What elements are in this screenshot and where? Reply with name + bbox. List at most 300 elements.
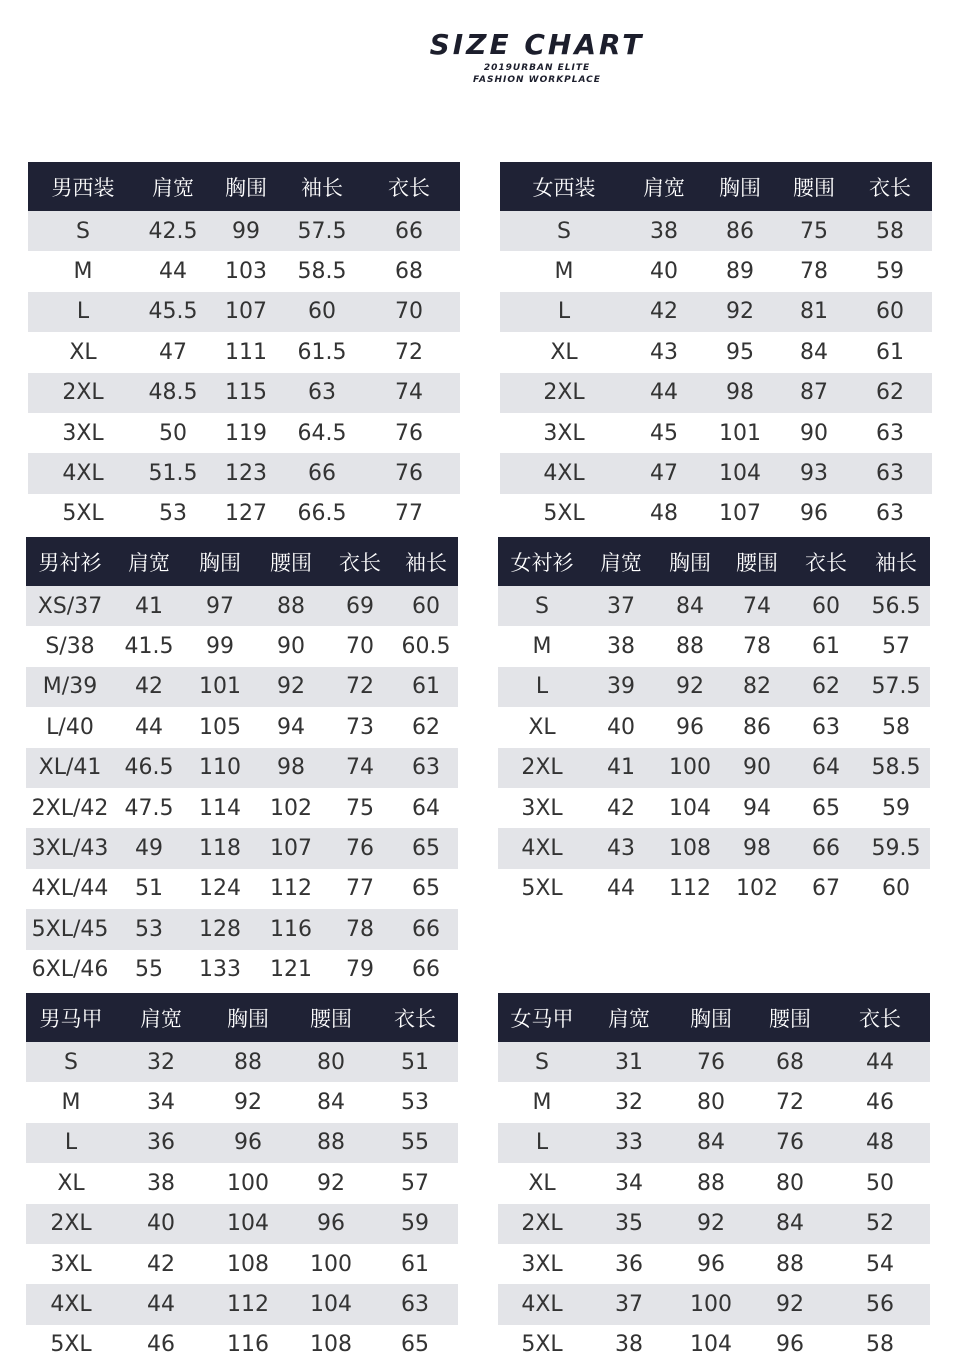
measurement-cell: 108 bbox=[669, 836, 711, 862]
table-row bbox=[28, 251, 460, 291]
size-label: 4XL bbox=[521, 1292, 563, 1318]
size-label: 3XL bbox=[62, 420, 104, 446]
column-header: 肩宽 bbox=[643, 175, 685, 200]
table-row bbox=[500, 373, 932, 413]
measurement-cell: 114 bbox=[199, 795, 241, 821]
measurement-cell: 47 bbox=[650, 461, 678, 487]
measurement-cell: 84 bbox=[697, 1130, 725, 1156]
measurement-cell: 65 bbox=[412, 836, 440, 862]
measurement-cell: 63 bbox=[401, 1292, 429, 1318]
measurement-cell: 58.5 bbox=[871, 755, 921, 781]
measurement-cell: 107 bbox=[270, 836, 312, 862]
measurement-cell: 108 bbox=[227, 1251, 269, 1277]
measurement-cell: 37 bbox=[615, 1292, 643, 1318]
column-header: 男衬衫 bbox=[38, 550, 102, 575]
measurement-cell: 96 bbox=[776, 1332, 804, 1358]
column-header: 胸围 bbox=[669, 550, 711, 575]
measurement-cell: 73 bbox=[346, 714, 374, 740]
measurement-cell: 112 bbox=[270, 876, 312, 902]
table-row bbox=[26, 1123, 458, 1163]
measurement-cell: 66 bbox=[412, 916, 440, 942]
subtitle-line-2: FASHION WORKPLACE bbox=[473, 75, 601, 85]
column-header: 衣长 bbox=[805, 550, 847, 575]
measurement-cell: 70 bbox=[395, 299, 423, 325]
size-label: 3XL bbox=[50, 1251, 92, 1277]
measurement-cell: 76 bbox=[776, 1130, 804, 1156]
column-header: 袖长 bbox=[405, 550, 447, 575]
measurement-cell: 51 bbox=[401, 1049, 429, 1075]
measurement-cell: 63 bbox=[812, 714, 840, 740]
measurement-cell: 92 bbox=[676, 674, 704, 700]
size-label: XL bbox=[528, 1170, 556, 1196]
table-row bbox=[28, 292, 460, 332]
measurement-cell: 75 bbox=[346, 795, 374, 821]
men-vest-table bbox=[26, 993, 458, 1365]
table-row bbox=[498, 1042, 930, 1082]
size-label: 4XL bbox=[543, 461, 585, 487]
measurement-cell: 68 bbox=[395, 259, 423, 285]
measurement-cell: 42 bbox=[135, 674, 163, 700]
measurement-cell: 77 bbox=[346, 876, 374, 902]
table-row bbox=[28, 211, 460, 251]
measurement-cell: 104 bbox=[310, 1292, 352, 1318]
measurement-cell: 80 bbox=[697, 1090, 725, 1116]
measurement-cell: 100 bbox=[669, 755, 711, 781]
measurement-cell: 64 bbox=[812, 755, 840, 781]
size-label: S bbox=[535, 1049, 549, 1075]
measurement-cell: 62 bbox=[812, 674, 840, 700]
table-row bbox=[26, 626, 458, 666]
measurement-cell: 96 bbox=[317, 1211, 345, 1237]
measurement-cell: 74 bbox=[743, 593, 771, 619]
measurement-cell: 59.5 bbox=[871, 836, 921, 862]
table-row bbox=[26, 1204, 458, 1244]
measurement-cell: 86 bbox=[726, 218, 754, 244]
measurement-cell: 84 bbox=[800, 339, 828, 365]
measurement-cell: 94 bbox=[743, 795, 771, 821]
measurement-cell: 62 bbox=[412, 714, 440, 740]
measurement-cell: 98 bbox=[743, 836, 771, 862]
page-title: SIZE CHART bbox=[429, 28, 645, 61]
measurement-cell: 58 bbox=[876, 218, 904, 244]
measurement-cell: 44 bbox=[650, 380, 678, 406]
table-row bbox=[498, 828, 930, 868]
size-label: M bbox=[61, 1090, 81, 1116]
measurement-cell: 107 bbox=[225, 299, 267, 325]
size-label: XL bbox=[550, 339, 578, 365]
measurement-cell: 81 bbox=[800, 299, 828, 325]
size-label: XL bbox=[528, 714, 556, 740]
table-row bbox=[500, 453, 932, 493]
measurement-cell: 84 bbox=[776, 1211, 804, 1237]
table-row bbox=[498, 788, 930, 828]
measurement-cell: 92 bbox=[776, 1292, 804, 1318]
measurement-cell: 61.5 bbox=[297, 339, 347, 365]
table-row bbox=[26, 1163, 458, 1203]
size-label: 4XL bbox=[50, 1292, 92, 1318]
column-header: 腰围 bbox=[769, 1006, 811, 1031]
table-header-row bbox=[498, 993, 930, 1042]
table-row bbox=[26, 788, 458, 828]
measurement-cell: 57.5 bbox=[297, 218, 347, 244]
table-row bbox=[26, 828, 458, 868]
measurement-cell: 64.5 bbox=[297, 420, 347, 446]
measurement-cell: 118 bbox=[199, 836, 241, 862]
size-label: 3XL bbox=[521, 1251, 563, 1277]
table-row bbox=[498, 586, 930, 626]
measurement-cell: 65 bbox=[401, 1332, 429, 1358]
size-label: L bbox=[535, 674, 549, 700]
measurement-cell: 92 bbox=[726, 299, 754, 325]
measurement-cell: 38 bbox=[615, 1332, 643, 1358]
size-label: 6XL/46 bbox=[31, 957, 109, 983]
measurement-cell: 96 bbox=[800, 501, 828, 527]
measurement-cell: 61 bbox=[401, 1251, 429, 1277]
measurement-cell: 80 bbox=[776, 1170, 804, 1196]
size-label: 2XL bbox=[521, 1211, 563, 1237]
measurement-cell: 42 bbox=[147, 1251, 175, 1277]
table-row bbox=[500, 494, 932, 534]
measurement-cell: 93 bbox=[800, 461, 828, 487]
column-header: 衣长 bbox=[394, 1006, 436, 1031]
measurement-cell: 98 bbox=[277, 755, 305, 781]
measurement-cell: 34 bbox=[615, 1170, 643, 1196]
measurement-cell: 124 bbox=[199, 876, 241, 902]
measurement-cell: 116 bbox=[227, 1332, 269, 1358]
measurement-cell: 82 bbox=[743, 674, 771, 700]
measurement-cell: 76 bbox=[395, 420, 423, 446]
measurement-cell: 99 bbox=[206, 634, 234, 660]
size-label: 4XL bbox=[521, 836, 563, 862]
measurement-cell: 90 bbox=[743, 755, 771, 781]
column-header: 袖长 bbox=[301, 175, 343, 200]
table-row bbox=[26, 1244, 458, 1284]
column-header: 胸围 bbox=[227, 1006, 269, 1031]
size-label: S bbox=[557, 218, 571, 244]
measurement-cell: 88 bbox=[776, 1251, 804, 1277]
measurement-cell: 60 bbox=[876, 299, 904, 325]
measurement-cell: 66 bbox=[412, 957, 440, 983]
measurement-cell: 76 bbox=[697, 1049, 725, 1075]
measurement-cell: 41.5 bbox=[124, 634, 174, 660]
measurement-cell: 44 bbox=[159, 259, 187, 285]
measurement-cell: 105 bbox=[199, 714, 241, 740]
measurement-cell: 88 bbox=[697, 1170, 725, 1196]
column-header: 女衬衫 bbox=[510, 550, 574, 575]
table-row bbox=[498, 1163, 930, 1203]
measurement-cell: 88 bbox=[277, 593, 305, 619]
size-label: M bbox=[73, 259, 93, 285]
column-header: 衣长 bbox=[859, 1006, 901, 1031]
measurement-cell: 60.5 bbox=[401, 634, 451, 660]
size-label: 3XL/43 bbox=[31, 836, 109, 862]
table-row bbox=[26, 1284, 458, 1324]
measurement-cell: 55 bbox=[135, 957, 163, 983]
measurement-cell: 70 bbox=[346, 634, 374, 660]
measurement-cell: 87 bbox=[800, 380, 828, 406]
size-label: M/39 bbox=[42, 674, 98, 700]
women-vest-table bbox=[498, 993, 930, 1365]
measurement-cell: 37 bbox=[607, 593, 635, 619]
measurement-cell: 61 bbox=[412, 674, 440, 700]
measurement-cell: 128 bbox=[199, 916, 241, 942]
measurement-cell: 74 bbox=[395, 380, 423, 406]
measurement-cell: 66 bbox=[308, 461, 336, 487]
table-header-row bbox=[26, 537, 458, 586]
size-label: 4XL bbox=[62, 461, 104, 487]
measurement-cell: 63 bbox=[876, 420, 904, 446]
size-label: XL bbox=[69, 339, 97, 365]
measurement-cell: 50 bbox=[159, 420, 187, 446]
measurement-cell: 100 bbox=[690, 1292, 732, 1318]
size-label: XS/37 bbox=[37, 593, 103, 619]
measurement-cell: 78 bbox=[743, 634, 771, 660]
measurement-cell: 101 bbox=[199, 674, 241, 700]
measurement-cell: 80 bbox=[317, 1049, 345, 1075]
size-label: 2XL bbox=[543, 380, 585, 406]
table-header-row bbox=[500, 162, 932, 211]
measurement-cell: 104 bbox=[227, 1211, 269, 1237]
measurement-cell: 96 bbox=[697, 1251, 725, 1277]
measurement-cell: 66 bbox=[812, 836, 840, 862]
measurement-cell: 72 bbox=[776, 1090, 804, 1116]
size-label: 3XL bbox=[543, 420, 585, 446]
column-header: 女马甲 bbox=[510, 1006, 574, 1031]
measurement-cell: 52 bbox=[866, 1211, 894, 1237]
measurement-cell: 102 bbox=[270, 795, 312, 821]
measurement-cell: 53 bbox=[401, 1090, 429, 1116]
measurement-cell: 46 bbox=[147, 1332, 175, 1358]
size-label: S bbox=[76, 218, 90, 244]
measurement-cell: 45 bbox=[650, 420, 678, 446]
table-row bbox=[498, 626, 930, 666]
measurement-cell: 78 bbox=[800, 259, 828, 285]
table-row bbox=[28, 494, 460, 534]
measurement-cell: 42 bbox=[607, 795, 635, 821]
table-row bbox=[26, 869, 458, 909]
measurement-cell: 96 bbox=[676, 714, 704, 740]
measurement-cell: 119 bbox=[225, 420, 267, 446]
size-label: 5XL bbox=[521, 876, 563, 902]
measurement-cell: 111 bbox=[225, 339, 267, 365]
size-label: XL/41 bbox=[38, 755, 102, 781]
measurement-cell: 89 bbox=[726, 259, 754, 285]
measurement-cell: 79 bbox=[346, 957, 374, 983]
table-row bbox=[498, 1204, 930, 1244]
table-row bbox=[28, 373, 460, 413]
table-row bbox=[498, 1325, 930, 1365]
size-label: M bbox=[532, 634, 552, 660]
measurement-cell: 110 bbox=[199, 755, 241, 781]
measurement-cell: 96 bbox=[234, 1130, 262, 1156]
measurement-cell: 92 bbox=[234, 1090, 262, 1116]
table-header-row bbox=[28, 162, 460, 211]
measurement-cell: 66 bbox=[395, 218, 423, 244]
table-row bbox=[26, 586, 458, 626]
column-header: 肩宽 bbox=[608, 1006, 650, 1031]
measurement-cell: 58 bbox=[882, 714, 910, 740]
measurement-cell: 92 bbox=[317, 1170, 345, 1196]
measurement-cell: 51.5 bbox=[148, 461, 198, 487]
table-row bbox=[28, 332, 460, 372]
measurement-cell: 53 bbox=[159, 501, 187, 527]
size-label: 2XL bbox=[521, 755, 563, 781]
women-suit-table bbox=[500, 162, 932, 534]
table-row bbox=[26, 1082, 458, 1122]
table-row bbox=[28, 453, 460, 493]
measurement-cell: 63 bbox=[412, 755, 440, 781]
measurement-cell: 32 bbox=[147, 1049, 175, 1075]
measurement-cell: 121 bbox=[270, 957, 312, 983]
measurement-cell: 104 bbox=[719, 461, 761, 487]
measurement-cell: 45.5 bbox=[148, 299, 198, 325]
column-header: 衣长 bbox=[339, 550, 381, 575]
measurement-cell: 92 bbox=[697, 1211, 725, 1237]
size-label: 2XL/42 bbox=[31, 795, 109, 821]
measurement-cell: 100 bbox=[310, 1251, 352, 1277]
measurement-cell: 92 bbox=[277, 674, 305, 700]
measurement-cell: 104 bbox=[669, 795, 711, 821]
column-header: 男西装 bbox=[51, 175, 115, 200]
table-row bbox=[500, 251, 932, 291]
table-row bbox=[498, 869, 930, 909]
measurement-cell: 102 bbox=[736, 876, 778, 902]
measurement-cell: 127 bbox=[225, 501, 267, 527]
measurement-cell: 133 bbox=[199, 957, 241, 983]
measurement-cell: 112 bbox=[669, 876, 711, 902]
size-label: 4XL/44 bbox=[31, 876, 109, 902]
size-label: 5XL bbox=[543, 501, 585, 527]
measurement-cell: 65 bbox=[812, 795, 840, 821]
measurement-cell: 63 bbox=[308, 380, 336, 406]
measurement-cell: 42 bbox=[650, 299, 678, 325]
measurement-cell: 78 bbox=[346, 916, 374, 942]
measurement-cell: 100 bbox=[227, 1170, 269, 1196]
measurement-cell: 59 bbox=[401, 1211, 429, 1237]
measurement-cell: 33 bbox=[615, 1130, 643, 1156]
measurement-cell: 44 bbox=[147, 1292, 175, 1318]
measurement-cell: 39 bbox=[607, 674, 635, 700]
measurement-cell: 99 bbox=[232, 218, 260, 244]
table-row bbox=[498, 667, 930, 707]
size-label: M bbox=[554, 259, 574, 285]
measurement-cell: 43 bbox=[607, 836, 635, 862]
column-header: 肩宽 bbox=[600, 550, 642, 575]
measurement-cell: 69 bbox=[346, 593, 374, 619]
measurement-cell: 88 bbox=[676, 634, 704, 660]
size-label: L/40 bbox=[46, 714, 94, 740]
measurement-cell: 112 bbox=[227, 1292, 269, 1318]
measurement-cell: 76 bbox=[346, 836, 374, 862]
measurement-cell: 64 bbox=[412, 795, 440, 821]
table-row bbox=[498, 748, 930, 788]
measurement-cell: 67 bbox=[812, 876, 840, 902]
column-header: 肩宽 bbox=[140, 1006, 182, 1031]
size-label: S/38 bbox=[45, 634, 95, 660]
measurement-cell: 54 bbox=[866, 1251, 894, 1277]
measurement-cell: 35 bbox=[615, 1211, 643, 1237]
measurement-cell: 56 bbox=[866, 1292, 894, 1318]
measurement-cell: 95 bbox=[726, 339, 754, 365]
size-label: XL bbox=[57, 1170, 85, 1196]
measurement-cell: 66.5 bbox=[297, 501, 347, 527]
measurement-cell: 76 bbox=[395, 461, 423, 487]
column-header: 胸围 bbox=[690, 1006, 732, 1031]
measurement-cell: 88 bbox=[317, 1130, 345, 1156]
men-shirt-table bbox=[26, 537, 458, 990]
column-header: 胸围 bbox=[199, 550, 241, 575]
column-header: 女西装 bbox=[532, 175, 596, 200]
measurement-cell: 57 bbox=[401, 1170, 429, 1196]
measurement-cell: 44 bbox=[135, 714, 163, 740]
men-suit-table bbox=[28, 162, 460, 534]
size-label: S bbox=[64, 1049, 78, 1075]
measurement-cell: 104 bbox=[690, 1332, 732, 1358]
measurement-cell: 86 bbox=[743, 714, 771, 740]
measurement-cell: 41 bbox=[607, 755, 635, 781]
table-row bbox=[500, 211, 932, 251]
measurement-cell: 60 bbox=[812, 593, 840, 619]
measurement-cell: 107 bbox=[719, 501, 761, 527]
subtitle-line-1: 2019URBAN ELITE bbox=[483, 63, 591, 73]
size-label: 5XL bbox=[62, 501, 104, 527]
measurement-cell: 108 bbox=[310, 1332, 352, 1358]
measurement-cell: 46.5 bbox=[124, 755, 174, 781]
measurement-cell: 48.5 bbox=[148, 380, 198, 406]
measurement-cell: 38 bbox=[147, 1170, 175, 1196]
measurement-cell: 58 bbox=[866, 1332, 894, 1358]
size-label: 5XL bbox=[521, 1332, 563, 1358]
table-header-row bbox=[498, 537, 930, 586]
measurement-cell: 31 bbox=[615, 1049, 643, 1075]
column-header: 衣长 bbox=[388, 175, 430, 200]
table-header-row bbox=[26, 993, 458, 1042]
measurement-cell: 40 bbox=[650, 259, 678, 285]
column-header: 袖长 bbox=[875, 550, 917, 575]
measurement-cell: 84 bbox=[676, 593, 704, 619]
size-label: 5XL/45 bbox=[31, 916, 109, 942]
measurement-cell: 47 bbox=[159, 339, 187, 365]
measurement-cell: 98 bbox=[726, 380, 754, 406]
table-row bbox=[498, 707, 930, 747]
measurement-cell: 60 bbox=[308, 299, 336, 325]
measurement-cell: 63 bbox=[876, 461, 904, 487]
column-header: 胸围 bbox=[225, 175, 267, 200]
measurement-cell: 97 bbox=[206, 593, 234, 619]
measurement-cell: 51 bbox=[135, 876, 163, 902]
table-row bbox=[500, 292, 932, 332]
measurement-cell: 57 bbox=[882, 634, 910, 660]
column-header: 肩宽 bbox=[152, 175, 194, 200]
table-row bbox=[26, 667, 458, 707]
measurement-cell: 48 bbox=[650, 501, 678, 527]
measurement-cell: 40 bbox=[147, 1211, 175, 1237]
measurement-cell: 90 bbox=[277, 634, 305, 660]
women-shirt-table bbox=[498, 537, 930, 909]
size-label: L bbox=[76, 299, 90, 325]
measurement-cell: 75 bbox=[800, 218, 828, 244]
measurement-cell: 101 bbox=[719, 420, 761, 446]
column-header: 胸围 bbox=[719, 175, 761, 200]
table-row bbox=[26, 950, 458, 990]
measurement-cell: 90 bbox=[800, 420, 828, 446]
measurement-cell: 36 bbox=[147, 1130, 175, 1156]
measurement-cell: 46 bbox=[866, 1090, 894, 1116]
column-header: 腰围 bbox=[736, 550, 778, 575]
measurement-cell: 58.5 bbox=[297, 259, 347, 285]
measurement-cell: 47.5 bbox=[124, 795, 174, 821]
measurement-cell: 41 bbox=[135, 593, 163, 619]
